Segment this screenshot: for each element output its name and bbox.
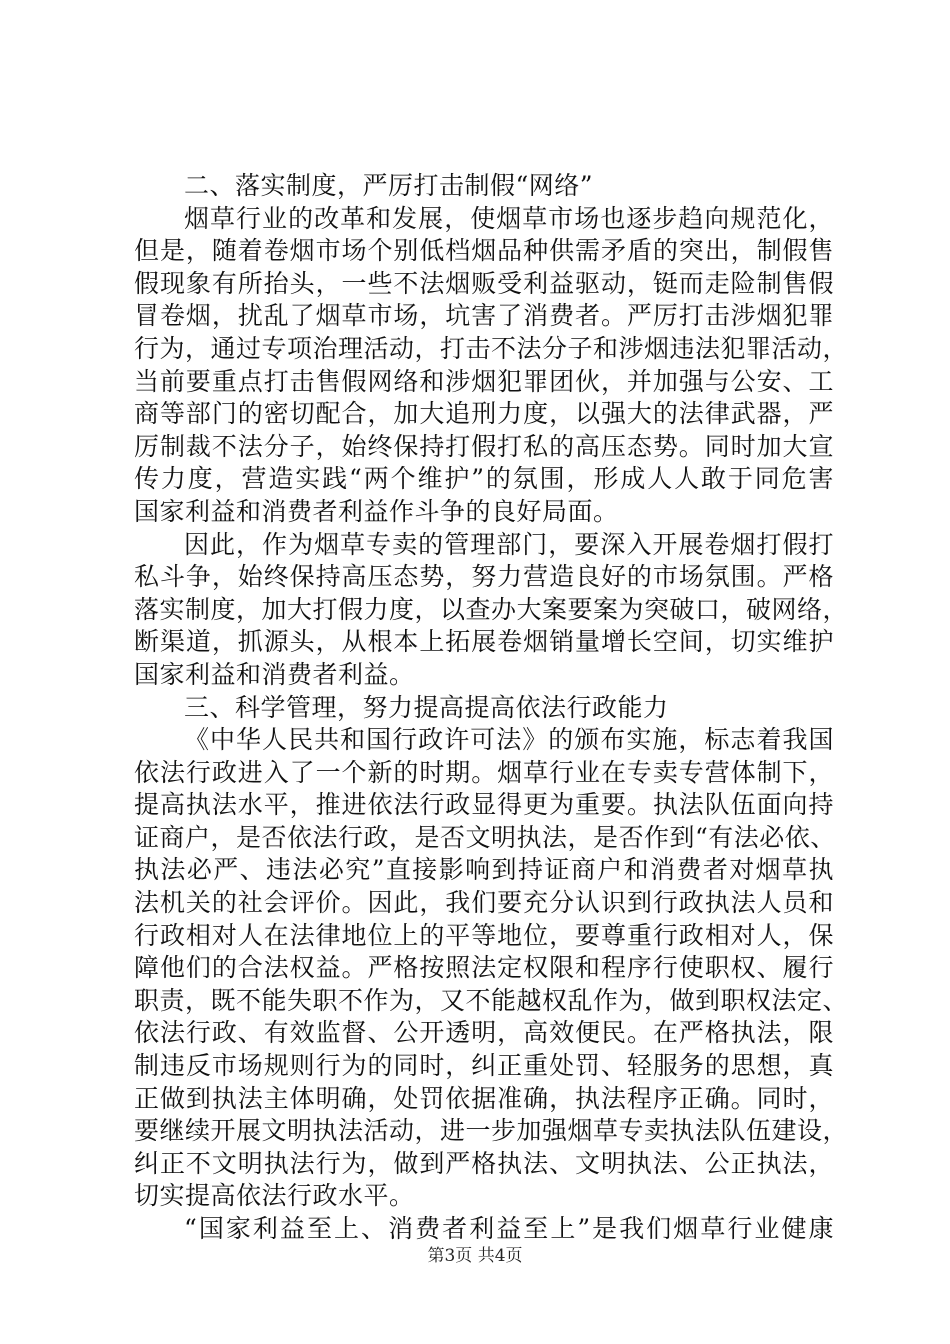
paragraph-line: 纠正不文明执法行为，做到严格执法、文明执法、公正执法， <box>134 1148 834 1178</box>
paragraph-line: 制违反市场规则行为的同时，纠正重处罚、轻服务的思想，真 <box>134 1051 834 1081</box>
paragraph-line: 依法行政进入了一个新的时期。烟草行业在专卖专营体制下， <box>134 757 834 787</box>
paragraph-line: 传力度，营造实践“两个维护”的氛围，形成人人敢于同危害 <box>134 464 834 494</box>
paragraph-line: 职责，既不能失职不作为，又不能越权乱作为，做到职权法定、 <box>134 985 849 1015</box>
paragraph-line: 国家利益和消费者利益。 <box>134 659 415 689</box>
paragraph-line: 依法行政、有效监督、公开透明，高效便民。在严格执法，限 <box>134 1018 834 1048</box>
paragraph-line: 证商户，是否依法行政，是否文明执法，是否作到“有法必依、 <box>134 822 836 852</box>
paragraph-line: 要继续开展文明执法活动，进一步加强烟草专卖执法队伍建设， <box>134 1116 849 1146</box>
page-number-footer: 第3页 共4页 <box>427 1246 523 1266</box>
section-heading: 三、科学管理，努力提高提高依法行政能力 <box>184 692 669 722</box>
paragraph-line: 提高执法水平，推进依法行政显得更为重要。执法队伍面向持 <box>134 790 834 820</box>
paragraph-line: 但是，随着卷烟市场个别低档烟品种供需矛盾的突出，制假售 <box>134 236 834 266</box>
paragraph-line: 正做到执法主体明确，处罚依据准确，执法程序正确。同时， <box>134 1083 834 1113</box>
paragraph-line: 烟草行业的改革和发展，使烟草市场也逐步趋向规范化， <box>184 203 834 233</box>
paragraph-line: 冒卷烟，扰乱了烟草市场，坑害了消费者。严厉打击涉烟犯罪 <box>134 301 834 331</box>
paragraph-line: “国家利益至上、消费者利益至上”是我们烟草行业健康 <box>184 1214 834 1243</box>
paragraph-line: 行政相对人在法律地位上的平等地位，要尊重行政相对人，保 <box>134 920 834 950</box>
paragraph-line: 因此，作为烟草专卖的管理部门，要深入开展卷烟打假打 <box>184 529 834 559</box>
paragraph-line: 《中华人民共和国行政许可法》的颁布实施，标志着我国 <box>184 725 834 755</box>
paragraph-line: 行为，通过专项治理活动，打击不法分子和涉烟违法犯罪活动， <box>134 333 849 363</box>
paragraph-line: 切实提高依法行政水平。 <box>134 1181 415 1211</box>
paragraph-line: 国家利益和消费者利益作斗争的良好局面。 <box>134 496 619 526</box>
paragraph-line: 当前要重点打击售假网络和涉烟犯罪团伙，并加强与公安、工 <box>134 366 834 396</box>
paragraph-line: 商等部门的密切配合，加大追刑力度，以强大的法律武器，严 <box>134 399 834 429</box>
paragraph-line: 障他们的合法权益。严格按照法定权限和程序行使职权、履行 <box>134 953 834 983</box>
paragraph-line: 厉制裁不法分子，始终保持打假打私的高压态势。同时加大宣 <box>134 431 834 461</box>
document-body <box>134 170 849 1246</box>
section-heading: 二、落实制度，严厉打击制假“网络” <box>184 171 594 200</box>
paragraph-line: 私斗争，始终保持高压态势，努力营造良好的市场氛围。严格 <box>134 562 834 592</box>
paragraph-line: 断渠道，抓源头，从根本上拓展卷烟销量增长空间，切实维护 <box>134 627 834 657</box>
paragraph-line: 落实制度，加大打假力度，以查办大案要案为突破口，破网络， <box>134 594 849 624</box>
paragraph-line: 执法必严、违法必究”直接影响到持证商户和消费者对烟草执 <box>134 855 834 885</box>
paragraph-line: 假现象有所抬头，一些不法烟贩受利益驱动，铤而走险制售假 <box>134 268 834 298</box>
paragraph-line: 法机关的社会评价。因此，我们要充分认识到行政执法人员和 <box>134 888 834 918</box>
